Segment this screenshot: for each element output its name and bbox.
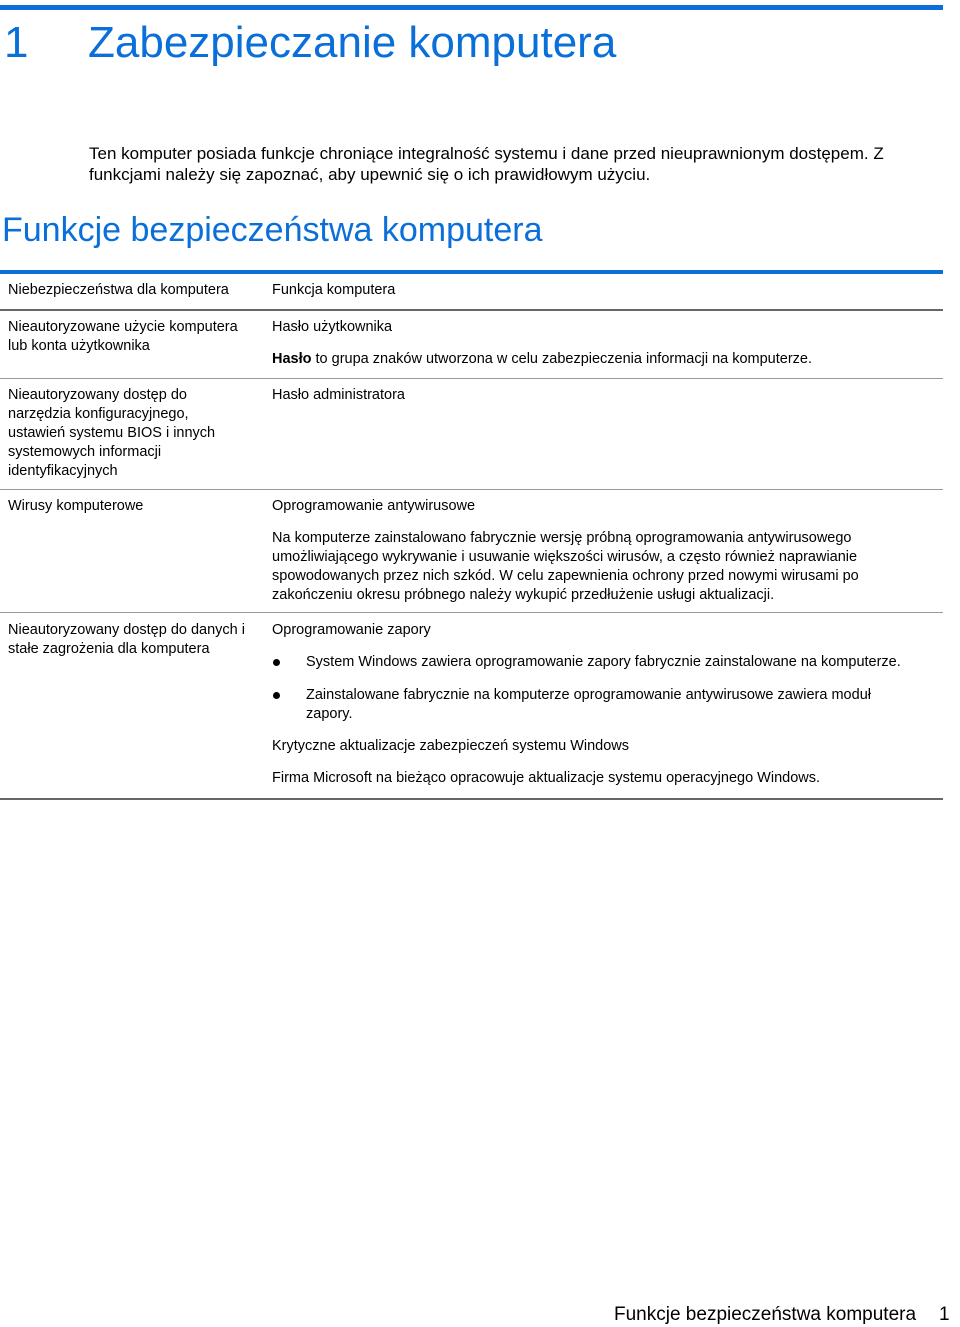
row-divider <box>0 378 943 379</box>
bullet-icon <box>273 692 280 699</box>
table-header-risks: Niebezpieczeństwa dla komputera <box>8 282 229 298</box>
table-top-rule <box>0 270 943 274</box>
bullet-icon <box>273 659 280 666</box>
feature-cell: Oprogramowanie zapory <box>272 622 431 638</box>
footer-section-title: Funkcje bezpieczeństwa komputera <box>614 1304 917 1325</box>
table-bottom-rule <box>0 798 943 800</box>
section-title: Funkcje bezpieczeństwa komputera <box>2 211 543 249</box>
feature-cell: Oprogramowanie antywirusowe <box>272 498 476 514</box>
description-bold-term: Hasło <box>272 351 312 367</box>
feature-description <box>272 350 940 369</box>
table-header-features: Funkcja komputera <box>272 282 396 298</box>
top-rule <box>0 5 943 10</box>
intro-paragraph: Ten komputer posiada funkcje chroniące integralność systemu i dane przed nieuprawnionym dostępem. Z funkcjami należy się zapoznać, aby upewnić się o ich prawidłowym użyciu. <box>89 144 884 184</box>
feature-description: Na komputerze zainstalowano fabrycznie wersję próbną oprogramowania antywirusowego umożliwiającego wykrywanie i usuwanie większości wirusów, a często również naprawianie spowodowanych przez nich szkód. W celu zapewnienia ochrony przed nowymi wirusami po zakończeniu okresu próbnego należy wykupić przedłużenie usługi aktualizacji. <box>272 530 859 603</box>
feature-description: Firma Microsoft na bieżąco opracowuje aktualizacje systemu operacyjnego Windows. <box>272 770 821 786</box>
chapter-title <box>4 18 616 68</box>
table-header-rule <box>0 309 943 311</box>
bullet-item: System Windows zawiera oprogramowanie zapory fabrycznie zainstalowane na komputerze. <box>306 654 901 670</box>
risk-cell: Nieautoryzowane użycie komputera lub konta użytkownika <box>8 319 238 354</box>
risk-cell: Wirusy komputerowe <box>8 498 144 514</box>
risk-cell: Nieautoryzowany dostęp do danych i stałe zagrożenia dla komputera <box>8 622 245 657</box>
feature-cell: Hasło administratora <box>272 387 405 403</box>
chapter-title-text: Zabezpieczanie komputera <box>88 18 617 67</box>
description-text: to grupa znaków utworzona w celu zabezpieczenia informacji na komputerze. <box>311 351 813 367</box>
bullet-item: Zainstalowane fabrycznie na komputerze oprogramowanie antywirusowe zawiera moduł zapory. <box>306 687 871 722</box>
footer-page-number: 1 <box>939 1304 950 1325</box>
feature-cell: Krytyczne aktualizacje zabezpieczeń systemu Windows <box>272 738 630 754</box>
row-divider <box>0 489 943 490</box>
risk-cell: Nieautoryzowany dostęp do narzędzia konfiguracyjnego, ustawień systemu BIOS i innych systemowych informacji identyfikacyjnych <box>8 387 216 479</box>
chapter-number: 1 <box>4 18 29 67</box>
row-divider <box>0 612 943 613</box>
feature-cell: Hasło użytkownika <box>272 319 393 335</box>
